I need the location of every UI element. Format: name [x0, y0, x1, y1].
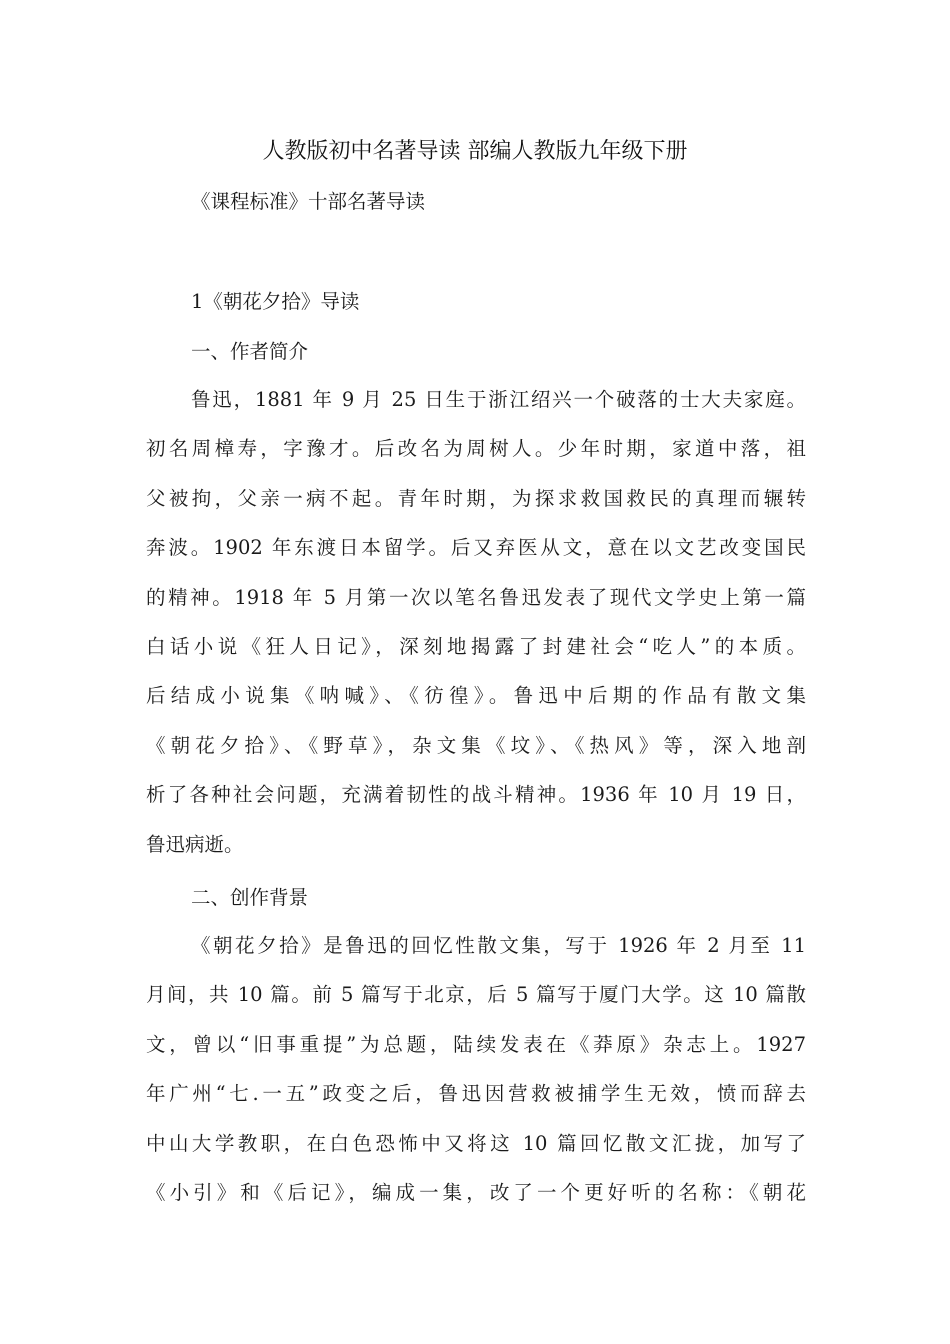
- paragraph-line: 初名周樟寿，字豫才。后改名为周树人。少年时期，家道中落，祖: [146, 437, 806, 461]
- chapter-heading: 1《朝花夕拾》导读: [191, 290, 360, 313]
- paragraph-line: 后结成小说集《呐喊》、《彷徨》。鲁迅中后期的作品有散文集: [146, 684, 806, 708]
- paragraph-line: 《小引》和《后记》，编成一集，改了一个更好听的名称：《朝花: [146, 1180, 806, 1204]
- section-heading-background: 二、创作背景: [191, 886, 309, 909]
- paragraph-line: 年广州“七.一五”政变之后，鲁迅因营救被捕学生无效，愤而辞去: [146, 1082, 806, 1106]
- page-title: 人教版初中名著导读 部编人教版九年级下册: [262, 139, 688, 164]
- paragraph-line: 中山大学教职，在白色恐怖中又将这 10 篇回忆散文汇拢，加写了: [146, 1131, 806, 1155]
- paragraph-line: 析了各种社会问题，充满着韧性的战斗精神。1936 年 10 月 19 日，: [146, 783, 806, 807]
- paragraph-background: [146, 930, 806, 1226]
- paragraph-line: 《朝花夕拾》是鲁迅的回忆性散文集，写于 1926 年 2 月至 11: [191, 934, 806, 957]
- paragraph-line: 鲁迅病逝。: [146, 832, 244, 856]
- paragraph-line: 奔波。1902 年东渡日本留学。后又弃医从文，意在以文艺改变国民: [146, 536, 806, 560]
- paragraph-line: 父被拘，父亲一病不起。青年时期，为探求救国救民的真理而辗转: [146, 486, 806, 510]
- paragraph-line: 的精神。1918 年 5 月第一次以笔名鲁迅发表了现代文学史上第一篇: [146, 585, 806, 609]
- paragraph-line: 白话小说《狂人日记》，深刻地揭露了封建社会“吃人”的本质。: [146, 634, 806, 658]
- paragraph-line: 文，曾以“旧事重提”为总题，陆续发表在《莽原》杂志上。1927: [146, 1032, 806, 1056]
- paragraph-line: 鲁迅，1881 年 9 月 25 日生于浙江绍兴一个破落的士大夫家庭。: [191, 388, 806, 411]
- paragraph-line: 月间，共 10 篇。前 5 篇写于北京，后 5 篇写于厦门大学。这 10 篇散: [146, 983, 806, 1007]
- paragraph-line: 《朝花夕拾》、《野草》，杂文集《坟》、《热风》等，深入地剖: [146, 733, 806, 757]
- subtitle: 《课程标准》十部名著导读: [191, 190, 426, 213]
- paragraph-author-bio: [146, 384, 806, 878]
- section-heading-author: 一、作者简介: [191, 340, 309, 363]
